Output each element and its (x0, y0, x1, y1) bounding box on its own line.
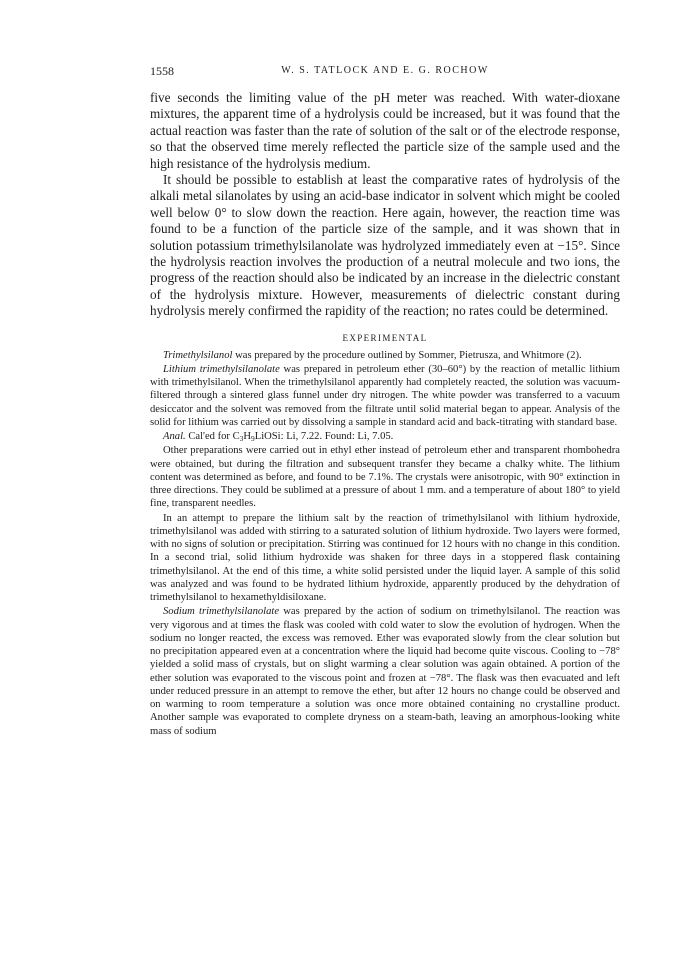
article-body (150, 90, 620, 738)
paragraph-lithium-preparation (150, 363, 620, 429)
page-number: 1558 (150, 64, 174, 78)
paragraph-continued: five seconds the limiting value of the pH meter was reached. With water-dioxane mixtures, the apparent time of a hydrolysis could be increased, but it was found that the actual reaction was faster than the rate of solution of the salt or of the electrode response, so that the observed time merely reflected the particle size of the sample used and the high resistance of the hydrolysis medium. (150, 90, 620, 171)
paragraph-analysis (150, 430, 620, 443)
compound-name-sodium: Sodium trimethylsilanolate (163, 606, 280, 618)
analysis-label: Anal. (163, 431, 186, 443)
running-head: W. S. TATLOCK AND E. G. ROCHOW (281, 65, 489, 76)
section-heading-experimental: EXPERIMENTAL (342, 332, 428, 343)
paragraph-sodium-preparation (150, 605, 620, 738)
compound-name-trimethylsilanol: Trimethylsilanol (163, 349, 233, 361)
compound-name-lithium: Lithium trimethylsilanolate (163, 363, 280, 375)
analysis-text: LiOSi: Li, 7.22. Found: Li, 7.05. (254, 431, 394, 443)
paragraph-text: was prepared in petroleum ether (30–60°) by the reaction of metallic lithium with trimethylsilanol. When the trimethylsilanol apparently had completely reacted, the solution was vacuum-filtered through a sintered glass funnel under dry nitrogen. The white powder was transferred to a vacuum desiccator and the solvent was removed from the filtrate until solid material began to appear. Analysis of the solid for lithium was carried out by dissolving a sample in standard acid and back-titrating with standard base. (150, 363, 620, 428)
paragraph-text: was prepared by the action of sodium on trimethylsilanol. The reaction was very vigorous and at times the flask was cooled with cold water to slow the evolution of hydrogen. When the sodium no longer reacted, the excess was removed. Ether was evaporated slowly from the clear solution but no precipitation appeared even at a concentration where the liquid had become quite viscous. Cooling to −78° yielded a solid mass of crystals, but on slight warming a clear solution was again obtained. A portion of the ether solution was evaporated to the viscous point and frozen at −78°. The flask was then evacuated and left under reduced pressure in an attempt to remove the ether, but after 12 hours no change could be observed and on warming to room temperature a solution was once more obtained containing no crystalline product. Another sample was evaporated to complete dryness on a steam-bath, leaving an amorphous-looking white mass of sodium (150, 606, 620, 737)
paragraph-trimethylsilanol (150, 349, 620, 362)
page-header (150, 64, 620, 80)
subscript: 3 (239, 434, 244, 444)
paragraph-other-preparations: Other preparations were carried out in ethyl ether instead of petroleum ether and transparent rhombohedra were obtained, but during the filtration and subsequent transfer they became a chalky white. The lithium content was determined as before, and found to be 7.1%. The crystals were anisotropic, with 90° extinction in three directions. They could be sublimed at a pressure of about 1 mm. and a temperature of about 180° to yield fine, transparent needles. (150, 445, 620, 510)
paragraph-text: was prepared by the procedure outlined by Sommer, Pietrusza, and Whitmore (2). (232, 349, 582, 361)
subscript: 9 (251, 434, 255, 444)
analysis-text: H (243, 431, 252, 443)
paragraph-hydrolysis-rates: It should be possible to establish at least the comparative rates of hydrolysis of the alkali metal silanolates by using an acid-base indicator in solvent which might be cooled well below 0° to slow down the reaction. Here again, however, the reaction time was found to be a function of the particle size of the sample, and it was shown that in solution potassium trimethylsilanolate was hydrolyzed immediately even at −15°. Since the hydrolysis reaction involves the production of a neutral molecule and two ions, the progress of the reaction should also be indicated by an increase in the dielectric constant of the hydrolysis mixture. However, measurements of dielectric constant during hydrolysis merely confirmed the rapidity of the reaction; no rates could be determined. (150, 172, 620, 319)
analysis-text: Cal'ed for C (185, 431, 240, 443)
paragraph-lithium-hydroxide-attempt: In an attempt to prepare the lithium salt by the reaction of trimethylsilanol with lithium hydroxide, trimethylsilanol was added with stirring to a saturated solution of lithium hydroxide. Two layers were formed, with no signs of solution or precipitation. Stirring was continued for 12 hours with no change in this condition. In a second trial, solid lithium hydroxide was shaken for three days in a stoppered flask containing trimethylsilanol. At the end of this time, a white solid persisted under the liquid layer. A sample of this solid was analyzed and was found to be hydrated lithium hydroxide, apparently produced by the dehydration of trimethylsilanol to hexamethyldisiloxane. (150, 512, 620, 604)
